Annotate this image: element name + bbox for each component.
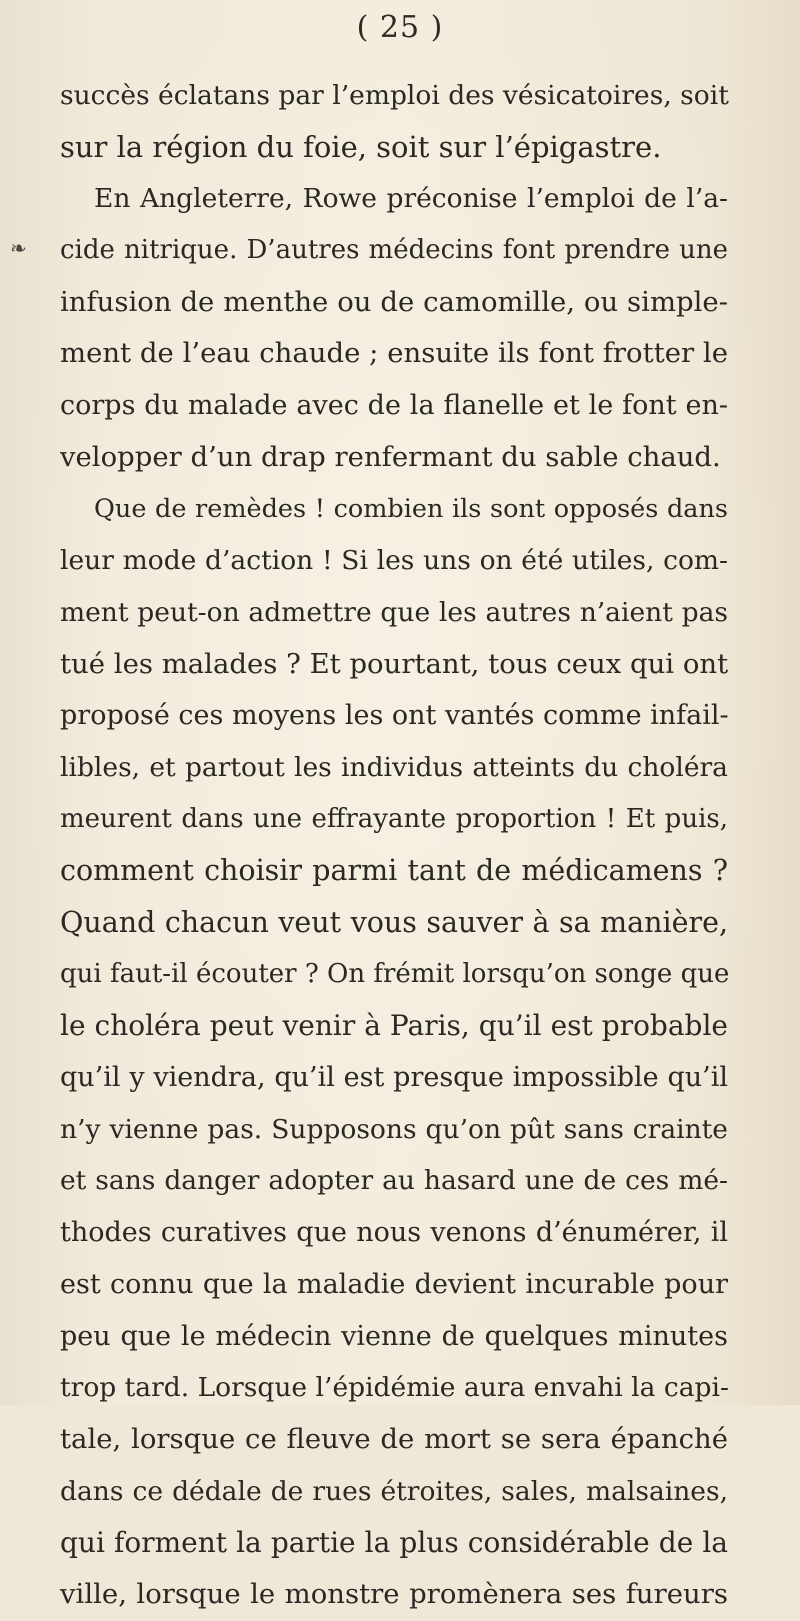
body-text xyxy=(60,70,728,1621)
text-line: En Angleterre, Rowe préconise l’emploi de l’a- xyxy=(94,183,728,215)
text-line: velopper d’un drap renfermant du sable chaud. xyxy=(60,440,721,473)
text-line: ment de l’eau chaude ; ensuite ils font frotter le xyxy=(60,337,728,370)
page-number: ( 25 ) xyxy=(356,10,444,45)
text-line: peu que le médecin vienne de quelques minutes xyxy=(60,1320,728,1352)
text-line: dans ce dédale de rues étroites, sales, malsaines, xyxy=(60,1475,728,1507)
text-line: le choléra peut venir à Paris, qu’il est probable xyxy=(60,1009,728,1043)
text-line: comment choisir parmi tant de médicamens ? xyxy=(60,854,728,888)
text-line: cide nitrique. D’autres médecins font prendre une xyxy=(60,235,728,266)
text-line: thodes curatives que nous venons d’énumérer, il xyxy=(60,1217,728,1249)
text-line: qu’il y viendra, qu’il est presque impossible qu’il xyxy=(60,1062,728,1094)
text-line: leur mode d’action ! Si les uns on été utiles, com- xyxy=(60,545,728,577)
text-line: ment peut-on admettre que les autres n’aient pas xyxy=(60,596,728,628)
text-line: trop tard. Lorsque l’épidémie aura envahi la capi- xyxy=(60,1372,729,1404)
text-line: Quand chacun veut vous sauver à sa manière, xyxy=(60,906,728,939)
margin-mark: ❧ xyxy=(10,236,27,260)
text-line: meurent dans une effrayante proportion ! Et puis, xyxy=(60,803,728,834)
text-line: ville, lorsque le monstre promènera ses fureurs xyxy=(60,1577,728,1610)
text-line: Que de remèdes ! combien ils sont opposés dans xyxy=(94,493,728,524)
text-line: libles, et partout les individus atteints du choléra xyxy=(60,751,728,783)
text-line: n’y vienne pas. Supposons qu’on pût sans crainte xyxy=(60,1113,728,1145)
text-line: proposé ces moyens les ont vantés comme infail- xyxy=(60,700,729,732)
text-line: infusion de menthe ou de camomille, ou simple- xyxy=(60,285,728,318)
text-line: corps du malade avec de la flanelle et le font en- xyxy=(60,390,728,422)
text-line: sur la région du foie, soit sur l’épigastre. xyxy=(60,129,662,164)
text-line: tale, lorsque ce fleuve de mort se sera épanché xyxy=(60,1422,728,1455)
text-line: qui faut-il écouter ? On frémit lorsqu’on songe que xyxy=(60,958,730,989)
text-line: succès éclatans par l’emploi des vésicatoires, soit xyxy=(60,80,729,111)
text-line: et sans danger adopter au hasard une de ces mé- xyxy=(60,1165,728,1197)
text-line: qui forment la partie la plus considérable de la xyxy=(60,1526,728,1560)
text-line: est connu que la maladie devient incurable pour xyxy=(60,1268,728,1300)
text-line: tué les malades ? Et pourtant, tous ceux qui ont xyxy=(60,647,729,680)
